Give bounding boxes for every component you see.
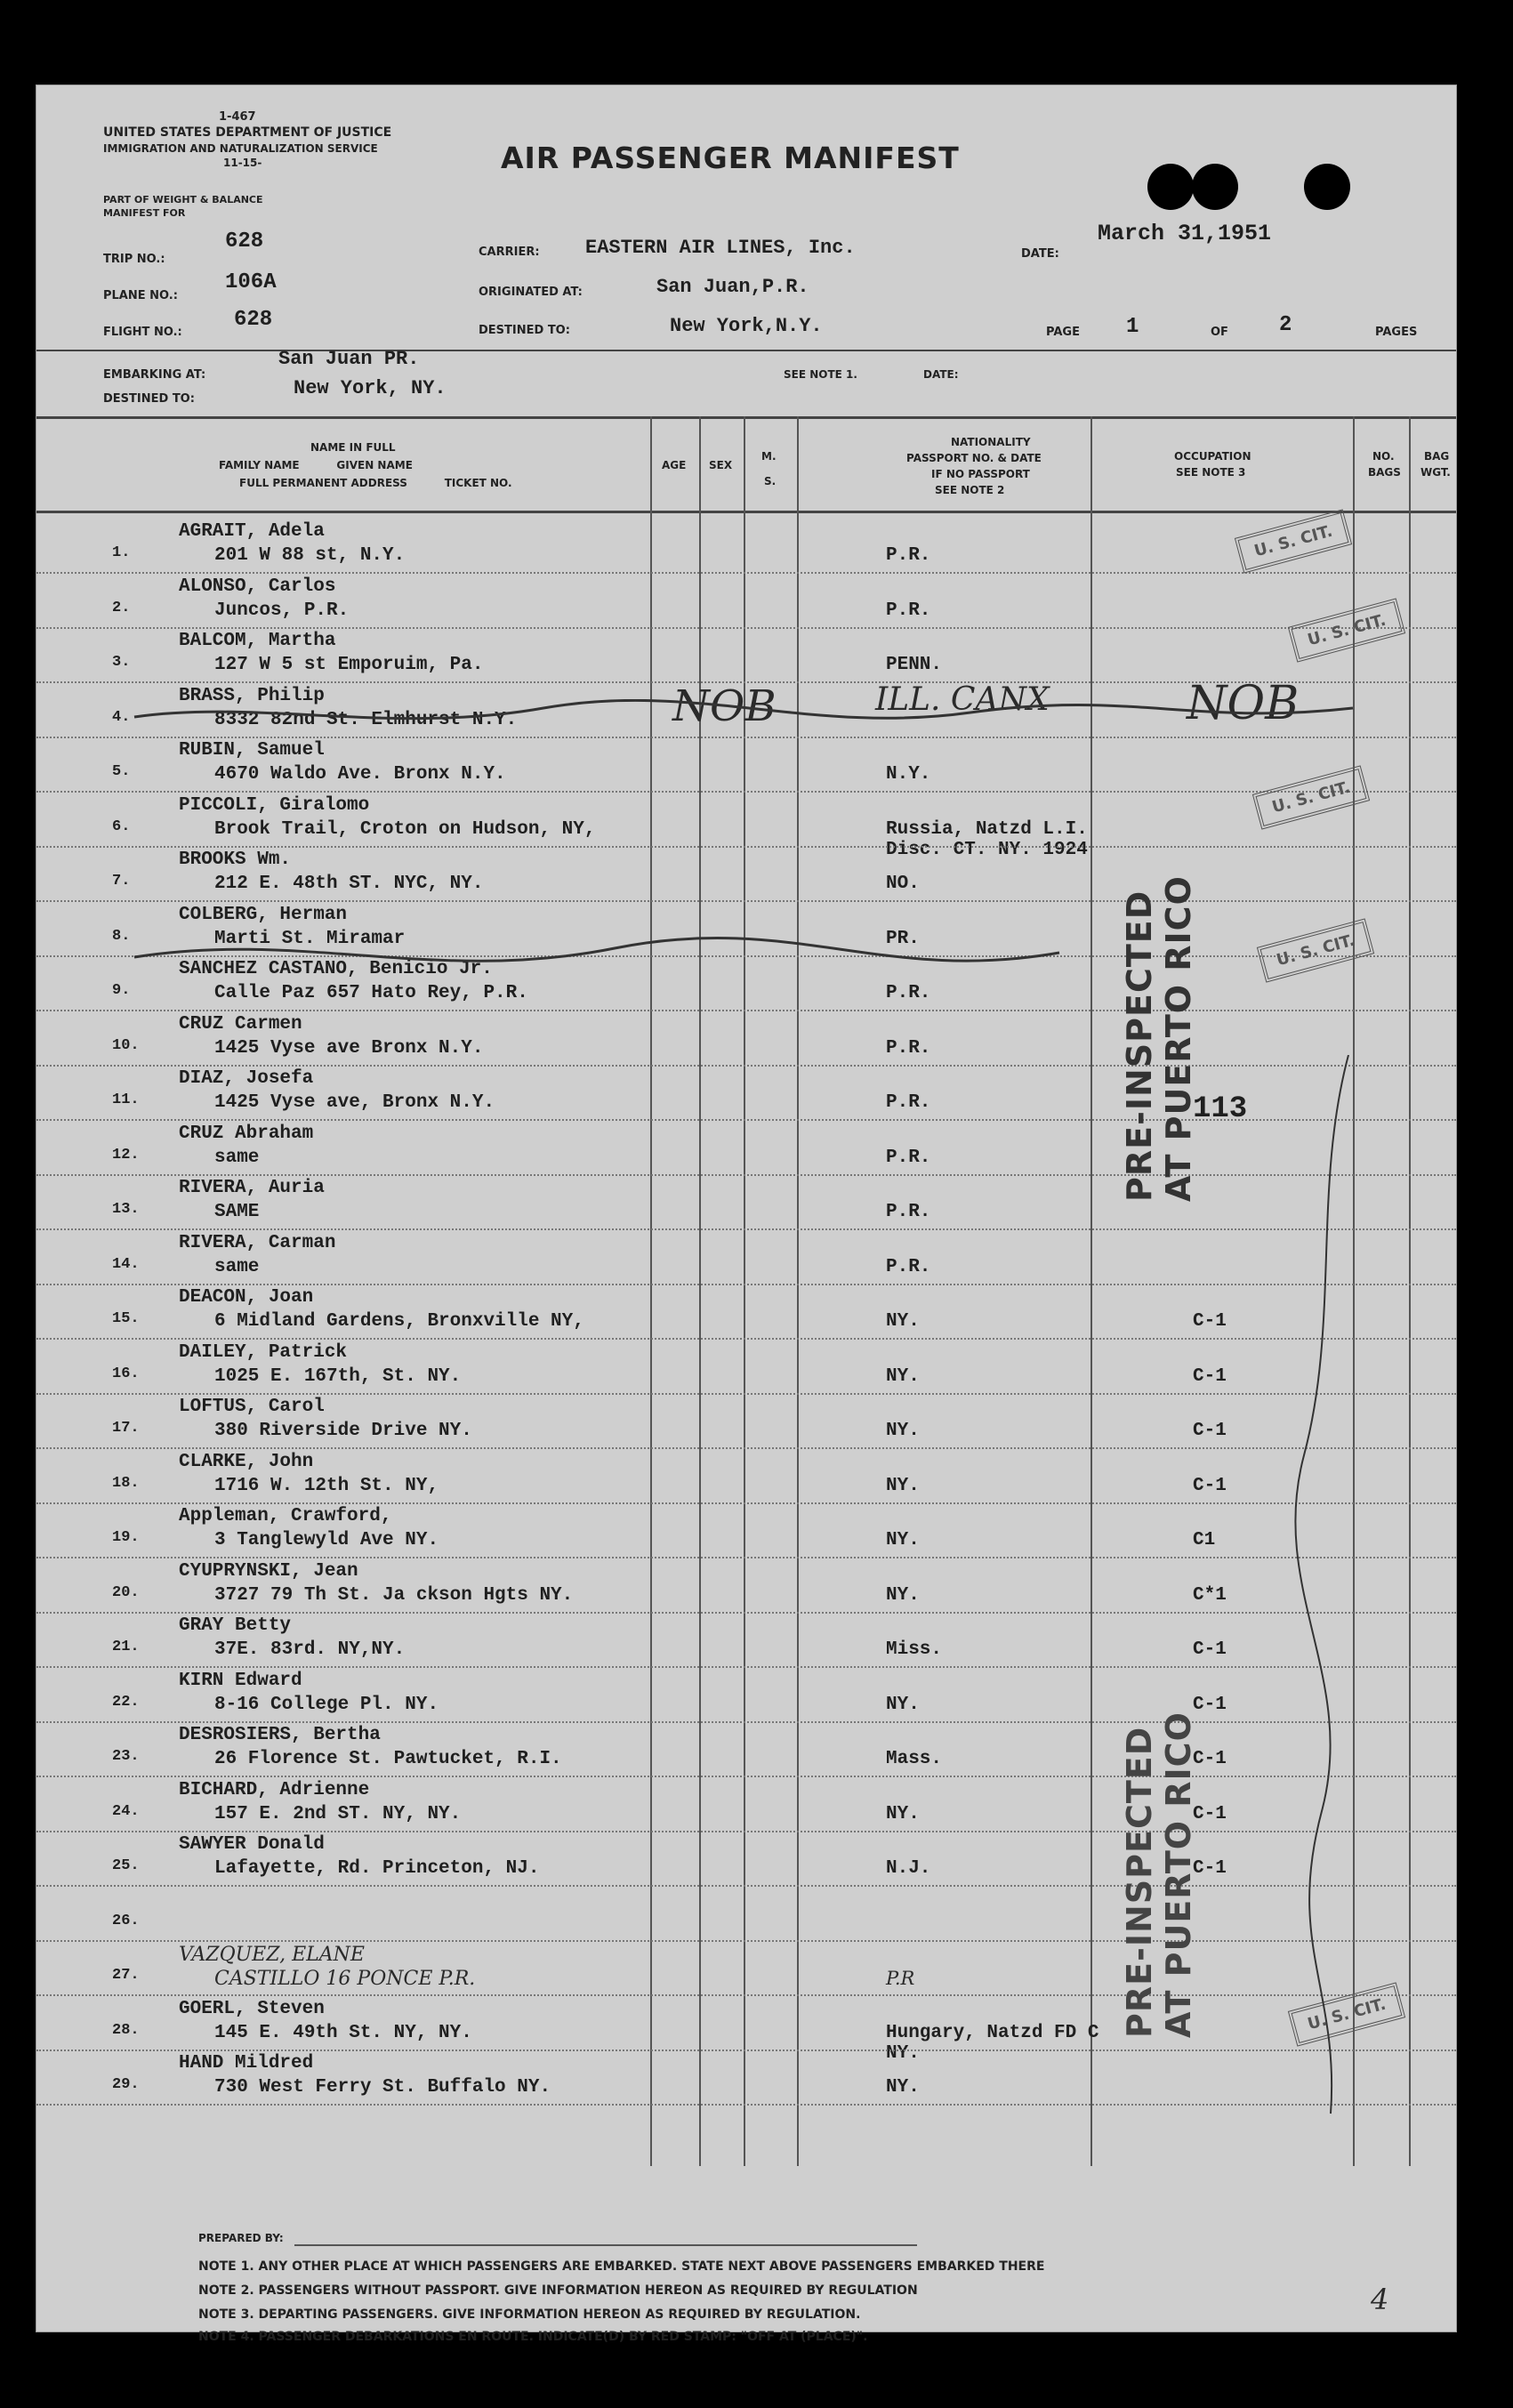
passenger-name: DEACON, Joan (179, 1287, 314, 1308)
flight-number: 628 (234, 308, 273, 332)
passenger-nationality: P.R. (886, 1092, 931, 1113)
row-number: 3. (112, 654, 131, 671)
passenger-nationality: P.R. (886, 1147, 931, 1168)
passenger-nationality: P.R. (886, 1202, 931, 1222)
page-number: 1 (1126, 315, 1139, 339)
preinspected-stamp: PRE-INSPECTED AT PUERTO RICO (1120, 875, 1198, 1202)
passenger-name: RUBIN, Samuel (179, 740, 325, 761)
passenger-address: 3727 79 Th St. Ja ckson Hgts NY. (214, 1584, 574, 1606)
passenger-name: RIVERA, Auria (179, 1178, 325, 1198)
col-sex: SEX (709, 459, 733, 471)
passenger-occupation: C-1 (1193, 1803, 1227, 1824)
row-divider (36, 1393, 1456, 1396)
manifest-sheet (36, 85, 1457, 2344)
passenger-nationality: Miss. (886, 1639, 943, 1660)
embarking-at: San Juan PR. (278, 348, 420, 370)
page-total: 2 (1279, 313, 1292, 337)
row-number: 5. (112, 763, 131, 780)
passenger-address: Juncos, P.R. (214, 600, 350, 621)
nob-mark-2: NOB (1187, 677, 1300, 730)
carrier-label: CARRIER: (479, 246, 540, 259)
passenger-name: BROOKS Wm. (179, 850, 292, 870)
passenger-name: CRUZ Abraham (179, 1123, 314, 1144)
passenger-nationality: NY. (886, 1803, 920, 1824)
row-divider (36, 1557, 1456, 1559)
nob-mark: NOB (672, 681, 777, 731)
row-number: 17. (112, 1420, 140, 1437)
row-number: 20. (112, 1583, 140, 1601)
passenger-nationality: Mass. (886, 1749, 943, 1769)
page-title: AIR PASSENGER MANIFEST (501, 141, 960, 175)
row-number: 12. (112, 1146, 140, 1164)
passenger-occupation: C-1 (1193, 1858, 1227, 1879)
passenger-nationality-detail: Disc. CT. NY. 1924 (886, 839, 1088, 860)
passenger-address: 26 Florence St. Pawtucket, R.I. (214, 1749, 562, 1769)
passenger-name: HAND Mildred (179, 2053, 314, 2074)
passenger-address: Lafayette, Rd. Princeton, NJ. (214, 1858, 540, 1879)
passenger-address: 4670 Waldo Ave. Bronx N.Y. (214, 764, 506, 785)
passenger-address: 3 Tanglewyld Ave NY. (214, 1530, 439, 1550)
passenger-address: 127 W 5 st Emporuim, Pa. (214, 655, 484, 675)
passenger-nationality: P.R (886, 1968, 915, 1989)
row-divider (36, 2104, 1456, 2106)
col-nat-3: IF NO PASSPORT (931, 468, 1030, 480)
row-divider (36, 1666, 1456, 1669)
manifest-date: March 31,1951 (1098, 221, 1272, 246)
passenger-occupation: C*1 (1193, 1584, 1227, 1606)
form-date: 11-15- (223, 157, 262, 169)
destined-to-2: New York, NY. (294, 377, 447, 399)
passenger-occupation: C-1 (1193, 1421, 1227, 1441)
passenger-occupation: C-1 (1193, 1311, 1227, 1332)
passenger-name: AGRAIT, Adela (179, 521, 325, 542)
page-label: PAGE (1046, 326, 1080, 339)
passenger-occupation: C-1 (1193, 1749, 1227, 1769)
passenger-name: DAILEY, Patrick (179, 1341, 348, 1363)
col-occupation-2: SEE NOTE 3 (1176, 466, 1246, 479)
trip-number: 628 (225, 230, 264, 254)
row-number: 7. (112, 873, 131, 890)
passenger-address: Marti St. Miramar (214, 928, 406, 949)
passenger-name: DIAZ, Josefa (179, 1068, 314, 1089)
passenger-address: 37E. 83rd. NY,NY. (214, 1639, 406, 1660)
row-number: 29. (112, 2076, 140, 2093)
passenger-address: 1025 E. 167th, St. NY. (214, 1365, 462, 1387)
flight-label: FLIGHT NO.: (103, 326, 182, 339)
row-divider (36, 1065, 1456, 1067)
passenger-address: 6 Midland Gardens, Bronxville NY, (214, 1311, 584, 1332)
col-nat-4: SEE NOTE 2 (935, 484, 1005, 496)
passenger-nationality: NY. (886, 1584, 920, 1606)
agency-name: UNITED STATES DEPARTMENT OF JUSTICE (103, 125, 392, 140)
plane-number: 106A (225, 270, 277, 294)
passenger-name: KIRN Edward (179, 1670, 302, 1691)
passenger-nationality: NY. (886, 1475, 920, 1496)
passenger-address: 730 West Ferry St. Buffalo NY. (214, 2077, 551, 2098)
row-divider (36, 1119, 1456, 1122)
passenger-name: GRAY Betty (179, 1615, 292, 1636)
passenger-name: GOERL, Steven (179, 1998, 325, 2019)
passenger-nationality: P.R. (886, 1256, 931, 1277)
passenger-name: Appleman, Crawford, (179, 1506, 392, 1526)
row-number: 22. (112, 1693, 140, 1711)
cancel-mark: ILL. CANX (875, 681, 1050, 718)
row-number: 25. (112, 1857, 140, 1874)
passenger-address: Brook Trail, Croton on Hudson, NY, (214, 818, 596, 840)
passenger-nationality: NY. (886, 1421, 920, 1441)
passenger-address: 201 W 88 st, N.Y. (214, 545, 406, 566)
col-bagwgt-2: WGT. (1420, 466, 1451, 479)
passenger-occupation: C1 (1193, 1530, 1216, 1550)
passenger-nationality: Hungary, Natzd FD C (886, 2022, 1099, 2043)
col-name-3: FULL PERMANENT ADDRESS TICKET NO. (239, 477, 512, 489)
row-number: 19. (112, 1529, 140, 1546)
us-citizen-stamp: U. S. CIT. (1235, 509, 1352, 573)
passenger-address: 1716 W. 12th St. NY, (214, 1475, 439, 1496)
row-number: 15. (112, 1310, 140, 1327)
row-number: 14. (112, 1255, 140, 1273)
manifest-for-label: MANIFEST FOR (103, 207, 186, 219)
preinspected-stamp-2: PRE-INSPECTED AT PUERTO RICO (1120, 1711, 1198, 2038)
us-citizen-stamp: U. S. CIT. (1288, 598, 1405, 662)
row-divider (36, 1721, 1456, 1724)
note-4: NOTE 4. PASSENGER DEBARKATIONS EN ROUTE. INDICATE(D) BY RED STAMP: "OFF AT (PLACE)". (198, 2330, 868, 2344)
passenger-name: DESROSIERS, Bertha (179, 1725, 381, 1745)
col-bags-1: NO. (1372, 450, 1395, 463)
passenger-occupation: 113 (1193, 1092, 1248, 1126)
passenger-nationality-detail: NY. (886, 2042, 920, 2064)
row-divider (36, 2050, 1456, 2052)
passenger-occupation: C-1 (1193, 1365, 1227, 1387)
col-occupation-1: OCCUPATION (1174, 450, 1251, 463)
originated-label: ORIGINATED AT: (479, 286, 583, 299)
row-divider (36, 1502, 1456, 1505)
row-number: 8. (112, 927, 131, 945)
note-1: NOTE 1. ANY OTHER PLACE AT WHICH PASSENGERS ARE EMBARKED. STATE NEXT ABOVE PASSENGERS EMBARKED THERE (198, 2259, 1045, 2274)
originated-at: San Juan,P.R. (656, 276, 809, 298)
row-divider (36, 1776, 1456, 1778)
vertical-handdrawn-line (1286, 1055, 1366, 2122)
embarking-label: EMBARKING AT: (103, 368, 206, 382)
passenger-address: same (214, 1147, 260, 1168)
destined-label-2: DESTINED TO: (103, 392, 195, 406)
row-divider (36, 1228, 1456, 1231)
date-label: DATE: (1021, 247, 1059, 261)
passenger-nationality: NY. (886, 1365, 920, 1387)
row-divider (36, 1010, 1456, 1012)
punch-hole (1147, 164, 1194, 210)
passenger-address: 8332 82nd St. Elmhurst N.Y. (214, 709, 518, 730)
row-number: 10. (112, 1036, 140, 1054)
passenger-nationality: P.R. (886, 545, 931, 566)
row-divider (36, 1994, 1456, 1997)
col-name-2: FAMILY NAME GIVEN NAME (219, 459, 413, 471)
note-3: NOTE 3. DEPARTING PASSENGERS. GIVE INFORMATION HEREON AS REQUIRED BY REGULATION. (198, 2307, 861, 2322)
destined-label: DESTINED TO: (479, 324, 570, 337)
row-number: 18. (112, 1474, 140, 1492)
col-bags-2: BAGS (1368, 466, 1401, 479)
passenger-name: COLBERG, Herman (179, 904, 348, 925)
row-number: 28. (112, 2021, 140, 2039)
passenger-occupation: C-1 (1193, 1639, 1227, 1660)
passenger-nationality: NY. (886, 1311, 920, 1332)
row-divider (36, 1447, 1456, 1450)
passenger-address: 212 E. 48th ST. NYC, NY. (214, 874, 484, 894)
us-citizen-stamp: U. S. CIT. (1288, 1982, 1405, 2046)
col-bagwgt-1: BAG (1424, 450, 1450, 463)
plane-label: PLANE NO.: (103, 289, 178, 302)
service-name: IMMIGRATION AND NATURALIZATION SERVICE (103, 142, 378, 155)
passenger-nationality: NY. (886, 2077, 920, 2098)
passenger-address: 145 E. 49th St. NY, NY. (214, 2022, 472, 2043)
passenger-name: PICCOLI, Giralomo (179, 794, 370, 816)
passenger-nationality: Russia, Natzd L.I. (886, 818, 1088, 840)
date-label-2: DATE: (923, 368, 959, 381)
row-number: 9. (112, 982, 131, 999)
passenger-name: CRUZ Carmen (179, 1013, 302, 1035)
row-divider (36, 1940, 1456, 1943)
passenger-name: CYUPRYNSKI, Jean (179, 1560, 358, 1582)
passenger-name: LOFTUS, Carol (179, 1397, 325, 1417)
pages-label: PAGES (1375, 326, 1418, 339)
of-label: OF (1211, 326, 1228, 339)
col-ms-2: S. (764, 475, 777, 487)
passenger-name: BRASS, Philip (179, 685, 325, 706)
row-divider (36, 1831, 1456, 1833)
col-nat-1: NATIONALITY (951, 436, 1031, 448)
passenger-address: SAME (214, 1202, 260, 1222)
part-label: PART OF WEIGHT & BALANCE (103, 194, 263, 205)
destined-to: New York,N.Y. (670, 315, 823, 337)
passenger-address: 157 E. 2nd ST. NY, NY. (214, 1803, 462, 1824)
passenger-nationality: PR. (886, 928, 920, 949)
passenger-nationality: P.R. (886, 1037, 931, 1059)
row-number: 16. (112, 1365, 140, 1382)
passenger-nationality: PENN. (886, 655, 943, 675)
col-ms-1: M. (761, 450, 777, 463)
trip-label: TRIP NO.: (103, 253, 165, 266)
passenger-nationality: NY. (886, 1694, 920, 1715)
form-number: 1-467 (219, 110, 256, 124)
row-divider (36, 1885, 1456, 1888)
passenger-nationality: N.Y. (886, 764, 931, 785)
passenger-name: SAWYER Donald (179, 1834, 325, 1855)
passenger-nationality: N.J. (886, 1858, 931, 1879)
row-number: 4. (112, 708, 131, 726)
carrier-name: EASTERN AIR LINES, Inc. (585, 237, 856, 259)
passenger-occupation: C-1 (1193, 1694, 1227, 1715)
row-number: 6. (112, 817, 131, 835)
passenger-nationality: NO. (886, 874, 920, 894)
row-number: 21. (112, 1639, 140, 1655)
passenger-address: same (214, 1256, 260, 1277)
row-number: 13. (112, 1201, 140, 1218)
punch-hole (1304, 164, 1350, 210)
row-number: 27. (112, 1967, 140, 1984)
us-citizen-stamp: U. S. CIT. (1257, 918, 1374, 982)
strike-lines (81, 699, 1415, 1002)
row-number: 11. (112, 1091, 140, 1108)
see-note-1: SEE NOTE 1. (784, 368, 857, 381)
passenger-address: 8-16 College Pl. NY. (214, 1694, 439, 1715)
us-citizen-stamp: U. S. CIT. (1252, 765, 1370, 829)
note-2: NOTE 2. PASSENGERS WITHOUT PASSPORT. GIVE INFORMATION HEREON AS REQUIRED BY REGULATION (198, 2283, 918, 2298)
punch-hole (1192, 164, 1238, 210)
passenger-nationality: P.R. (886, 600, 931, 621)
row-number: 1. (112, 544, 131, 561)
row-number: 26. (112, 1912, 140, 1929)
col-age: AGE (662, 459, 687, 471)
prepared-by-label: PREPARED BY: (198, 2232, 284, 2244)
row-divider (36, 1612, 1456, 1615)
row-divider (36, 1284, 1456, 1286)
passenger-nationality: P.R. (886, 983, 931, 1003)
passenger-address: Calle Paz 657 Hato Rey, P.R. (214, 983, 528, 1003)
passenger-address: 380 Riverside Drive NY. (214, 1421, 472, 1441)
passenger-name: RIVERA, Carman (179, 1232, 336, 1253)
passenger-occupation: C-1 (1193, 1475, 1227, 1496)
passenger-name: BICHARD, Adrienne (179, 1779, 370, 1800)
passenger-address: 1425 Vyse ave, Bronx N.Y. (214, 1092, 495, 1113)
passenger-name: BALCOM, Martha (179, 631, 336, 651)
row-divider (36, 1338, 1456, 1341)
row-number: 2. (112, 599, 131, 616)
passenger-name: ALONSO, Carlos (179, 576, 336, 597)
passenger-address: 1425 Vyse ave Bronx N.Y. (214, 1037, 484, 1059)
passenger-name: SANCHEZ CASTANO, Benicio Jr. (179, 959, 493, 979)
col-name-1: NAME IN FULL (310, 441, 396, 454)
row-number: 24. (112, 1802, 140, 1820)
row-number: 23. (112, 1748, 140, 1765)
passenger-nationality: NY. (886, 1530, 920, 1550)
corner-mark: 4 (1371, 2283, 1389, 2316)
passenger-address: CASTILLO 16 PONCE P.R. (214, 1968, 476, 1990)
row-divider (36, 627, 1456, 630)
row-divider (36, 1174, 1456, 1177)
passenger-name: VAZQUEZ, ELANE (179, 1944, 365, 1966)
col-nat-2: PASSPORT NO. & DATE (906, 452, 1042, 464)
passenger-name: CLARKE, John (179, 1451, 314, 1472)
